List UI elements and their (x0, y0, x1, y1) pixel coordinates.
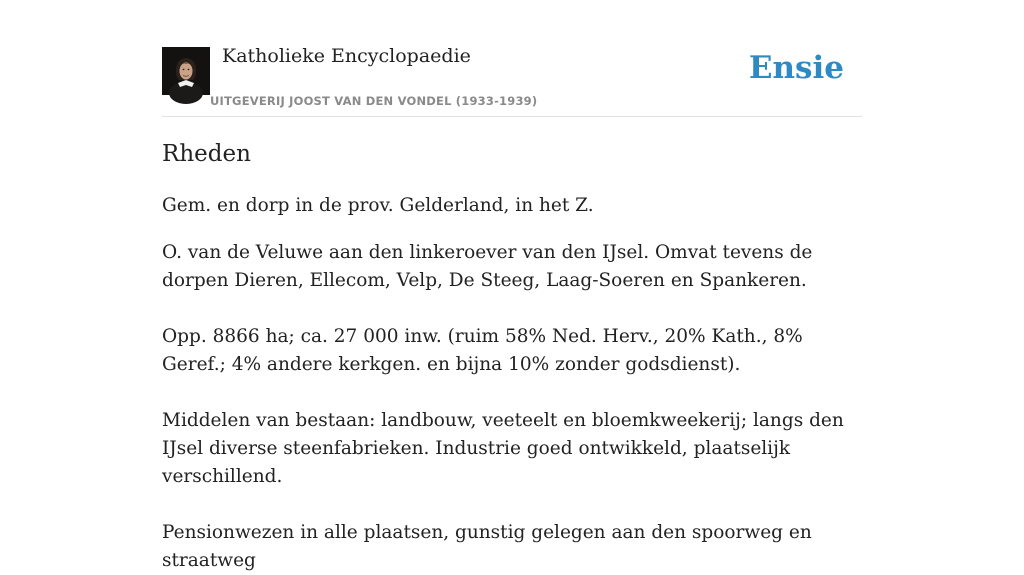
article-paragraph: O. van de Veluwe aan den linkeroever van den IJsel. Omvat tevens de dorpen Dieren, Ellecom, Velp, De Steeg, Laag-Soeren en Spankeren. (162, 242, 813, 291)
site-header (162, 0, 862, 117)
article-paragraph: Gem. en dorp in de prov. Gelderland, in het Z. (162, 195, 594, 216)
ensie-logo-link[interactable]: Ensie (748, 50, 844, 86)
article-paragraph: Pensionwezen in alle plaatsen, gunstig gelegen aan den spoorweg en straatweg (162, 522, 812, 571)
publisher-label: UITGEVERIJ JOOST VAN DEN VONDEL (1933-1939) (210, 94, 538, 108)
article-title: Rheden (162, 141, 251, 167)
article-body (162, 138, 852, 575)
article-paragraph: Middelen van bestaan: landbouw, veeteelt en bloemkweekerij; langs den IJsel diverse steenfabrieken. Industrie goed ontwikkeld, plaatselijk verschillend. (162, 410, 844, 487)
portrait-icon (162, 47, 210, 95)
avatar[interactable] (162, 47, 210, 95)
article-paragraph: Opp. 8866 ha; ca. 27 000 inw. (ruim 58% Ned. Herv., 20% Kath., 8% Geref.; 4% andere kerkgen. en bijna 10% zonder godsdienst). (162, 326, 803, 375)
site-title-link[interactable]: Katholieke Encyclopaedie (222, 45, 471, 67)
